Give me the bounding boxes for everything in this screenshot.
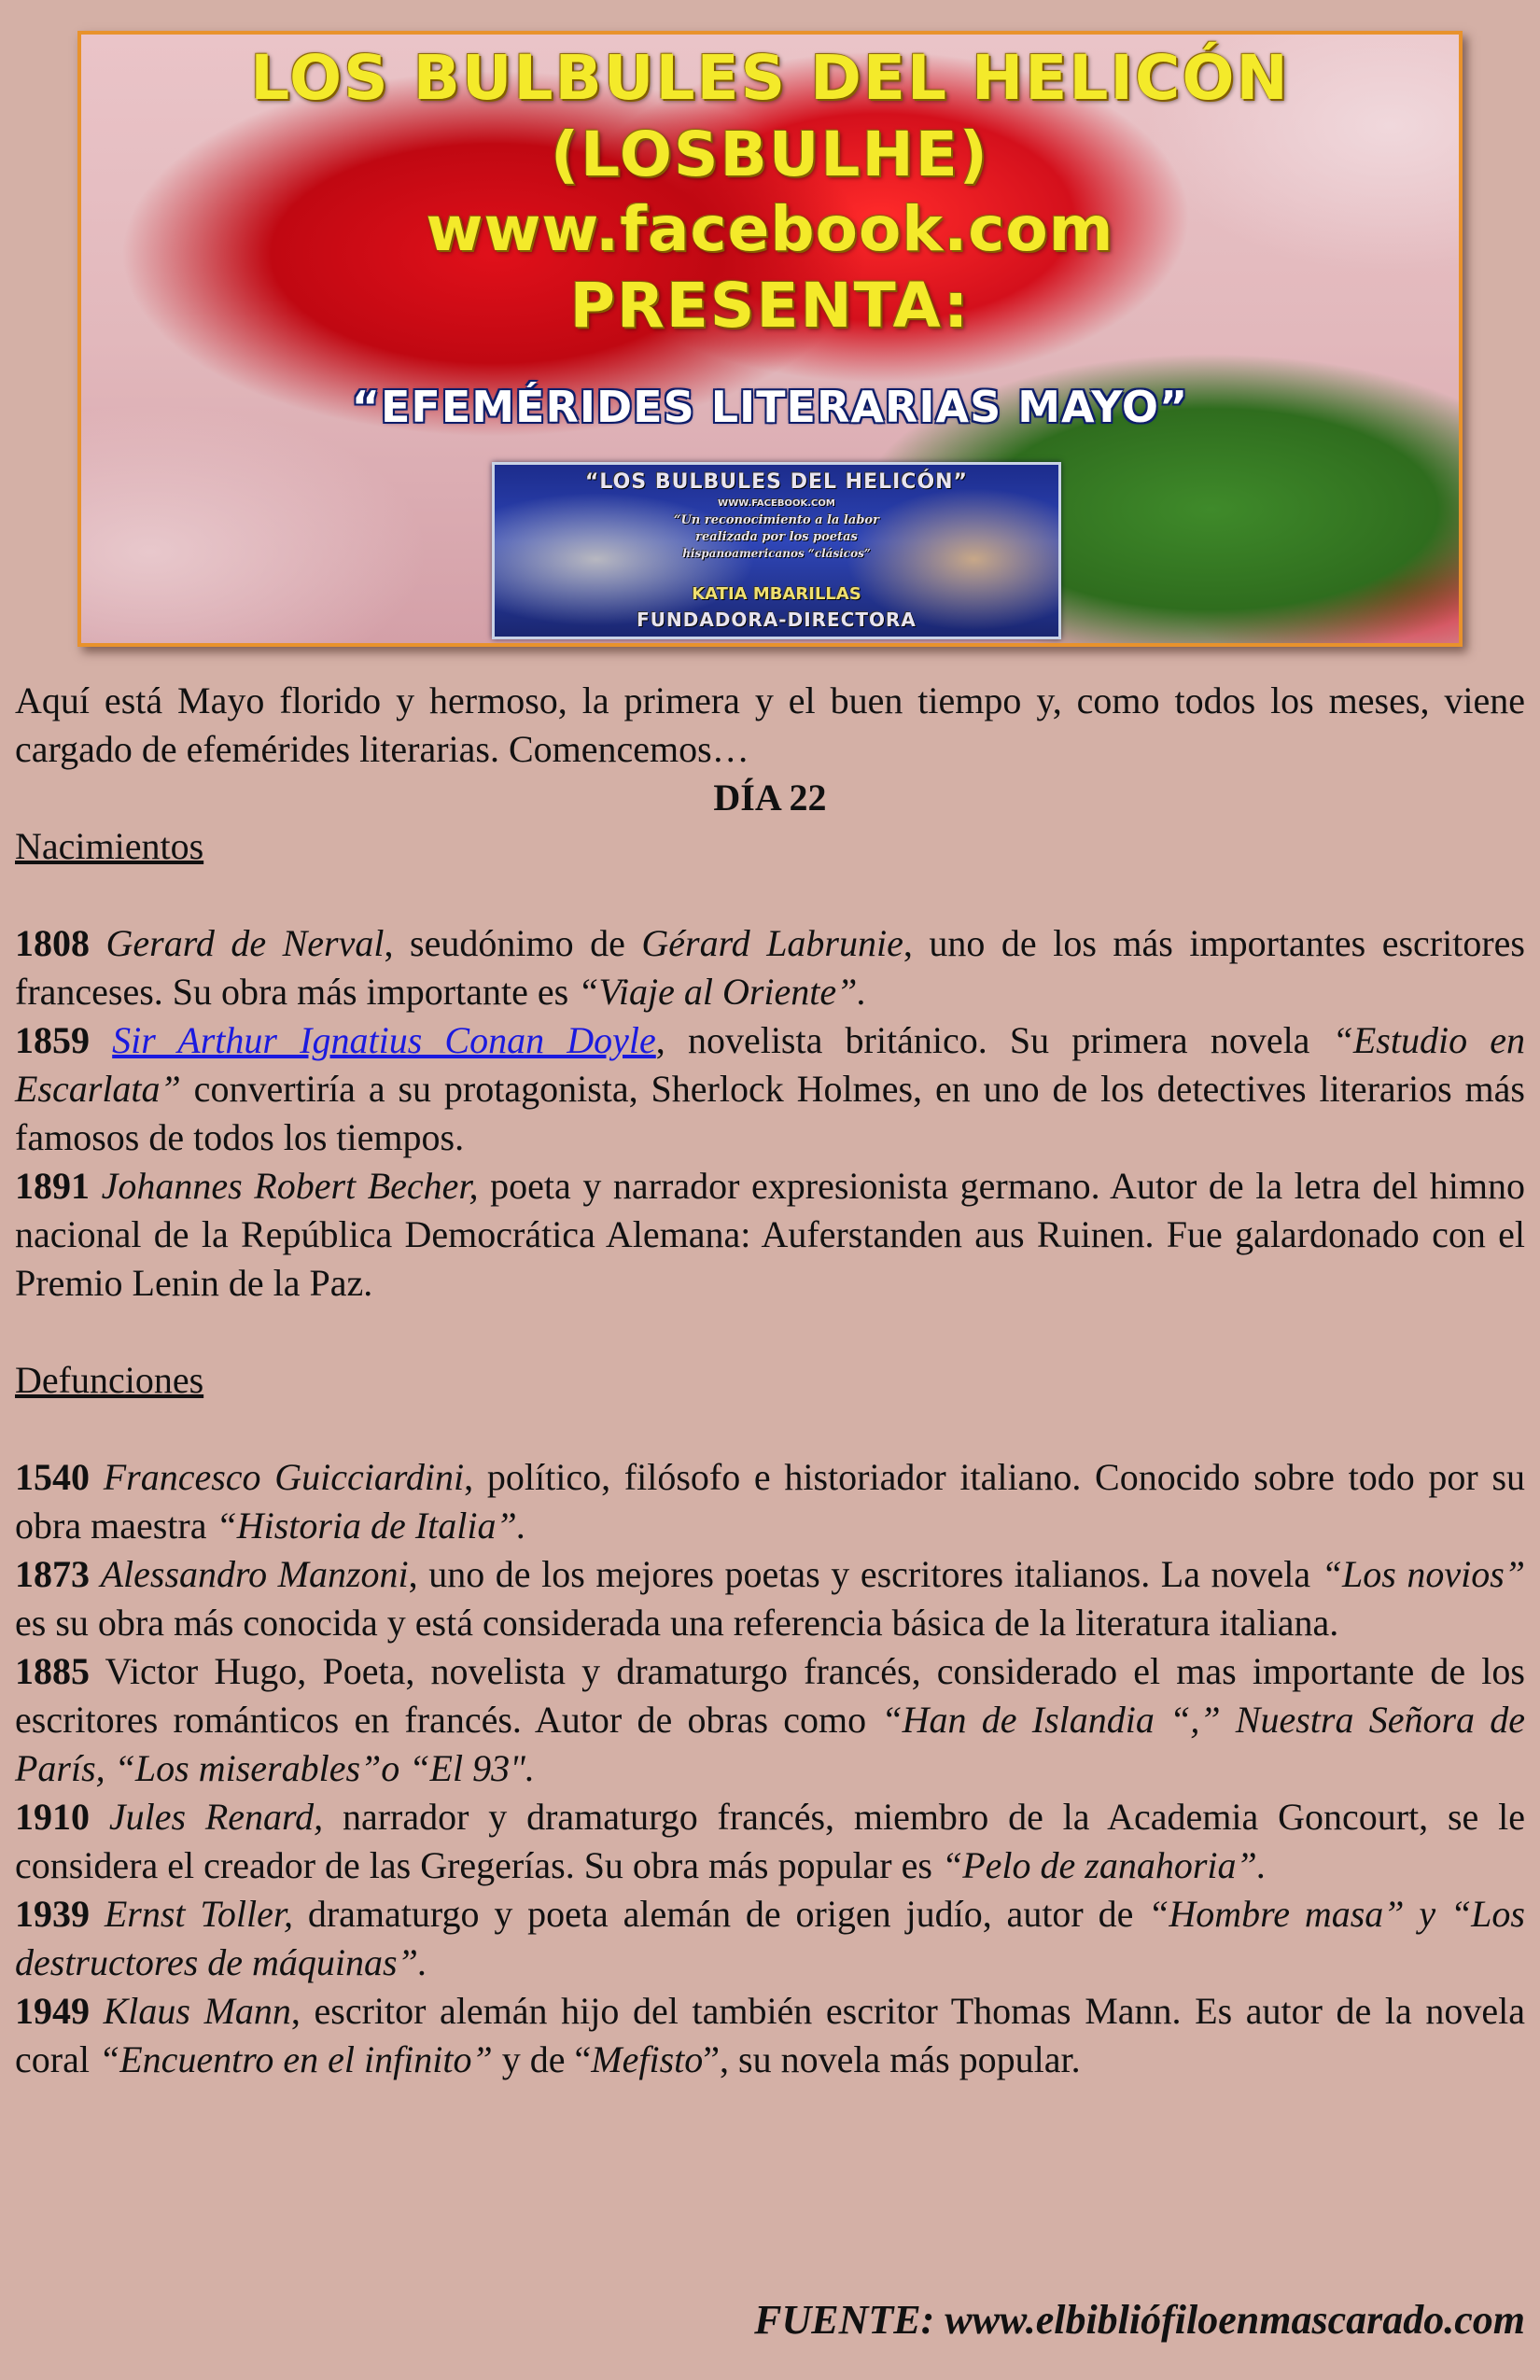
inset-motto-2: realizada por los poetas — [695, 530, 858, 544]
birth-entry: 1891 Johannes Robert Becher, poeta y narrador expresionista germano. Autor de la letra del himno nacional de la República Democrática Alemana: Auferstanden aus Ruinen. Fue galardonado con el Premio Lenin de la Paz. — [15, 1165, 1525, 1304]
inset-motto-1: “Un reconocimiento a la labor — [674, 513, 879, 527]
death-entry: 1949 Klaus Mann, escritor alemán hijo del también escritor Thomas Mann. Es autor de la novela coral “Encuentro en el infinito” y de “Mefisto”, su novela más popular. — [15, 1990, 1525, 2080]
banner-efemerides: “EFEMÉRIDES LITERARIAS MAYO” — [351, 382, 1189, 432]
death-entry: 1540 Francesco Guicciardini, político, filósofo e historiador italiano. Conocido sobre todo por su obra maestra “Historia de Italia”. — [15, 1456, 1526, 1547]
death-entry: 1873 Alessandro Manzoni, uno de los mejores poetas y escritores italianos. La novela “Los novios” es su obra más conocida y está considerada una referencia básica de la literatura italiana. — [15, 1553, 1526, 1644]
banner-presenta: PRESENTA: — [569, 270, 971, 342]
intro-paragraph: Aquí está Mayo florido y hermoso, la primera y el buen tiempo y, como todos los meses, viene cargado de efemérides literarias. Comencemos… — [15, 679, 1525, 770]
birth-entry: 1808 Gerard de Nerval, seudónimo de Gérard Labrunie, uno de los más importantes escritores franceses. Su obra más importante es “Viaje al Oriente”. — [15, 922, 1525, 1013]
banner-subtitle: (LOSBULHE) — [551, 119, 989, 190]
banner-title: LOS BULBULES DEL HELICÓN — [250, 42, 1290, 114]
inset-founder-role: FUNDADORA-DIRECTORA — [637, 609, 917, 631]
banner-url: www.facebook.com — [426, 193, 1114, 265]
deaths-heading: Defunciones — [15, 1359, 204, 1401]
death-entry: 1939 Ernst Toller, dramaturgo y poeta alemán de origen judío, autor de “Hombre masa” y “Los destructores de máquinas”. — [15, 1893, 1525, 1983]
inset-founder-name: KATIA MBARILLAS — [692, 584, 861, 604]
birth-entry: 1859 Sir Arthur Ignatius Conan Doyle, novelista británico. Su primera novela “Estudio en Escarlata” convertiría a su protagonista, Sherlock Holmes, en uno de los detectives literarios más famosos de todos los tiempos. — [15, 1019, 1526, 1158]
inset-url: WWW.FACEBOOK.COM — [718, 498, 835, 509]
article-body — [15, 677, 1525, 2084]
day-heading: DÍA 22 — [713, 777, 827, 819]
death-entry: 1885 Victor Hugo, Poeta, novelista y dramaturgo francés, considerado el mas importante de los escritores románticos en francés. Autor de obras como “Han de Islandia “,” Nuestra Señora de París, “Los miserables”o “El 93". — [15, 1650, 1526, 1789]
source-footer: FUENTE: www.elbibliófiloenmascarado.com — [754, 2297, 1525, 2343]
conan-doyle-link[interactable]: Sir Arthur Ignatius Conan Doyle — [112, 1019, 656, 1061]
banner-inset-logo — [492, 462, 1061, 639]
death-entry: 1910 Jules Renard, narrador y dramaturgo francés, miembro de la Academia Goncourt, se le considera el creador de las Gregerías. Su obra más popular es “Pelo de zanahoria”. — [15, 1796, 1526, 1886]
births-heading: Nacimientos — [15, 825, 204, 867]
inset-motto-3: hispanoamericanos “clásicos” — [682, 547, 871, 560]
inset-title: “LOS BULBULES DEL HELICÓN” — [584, 470, 969, 494]
banner-image — [77, 31, 1463, 647]
